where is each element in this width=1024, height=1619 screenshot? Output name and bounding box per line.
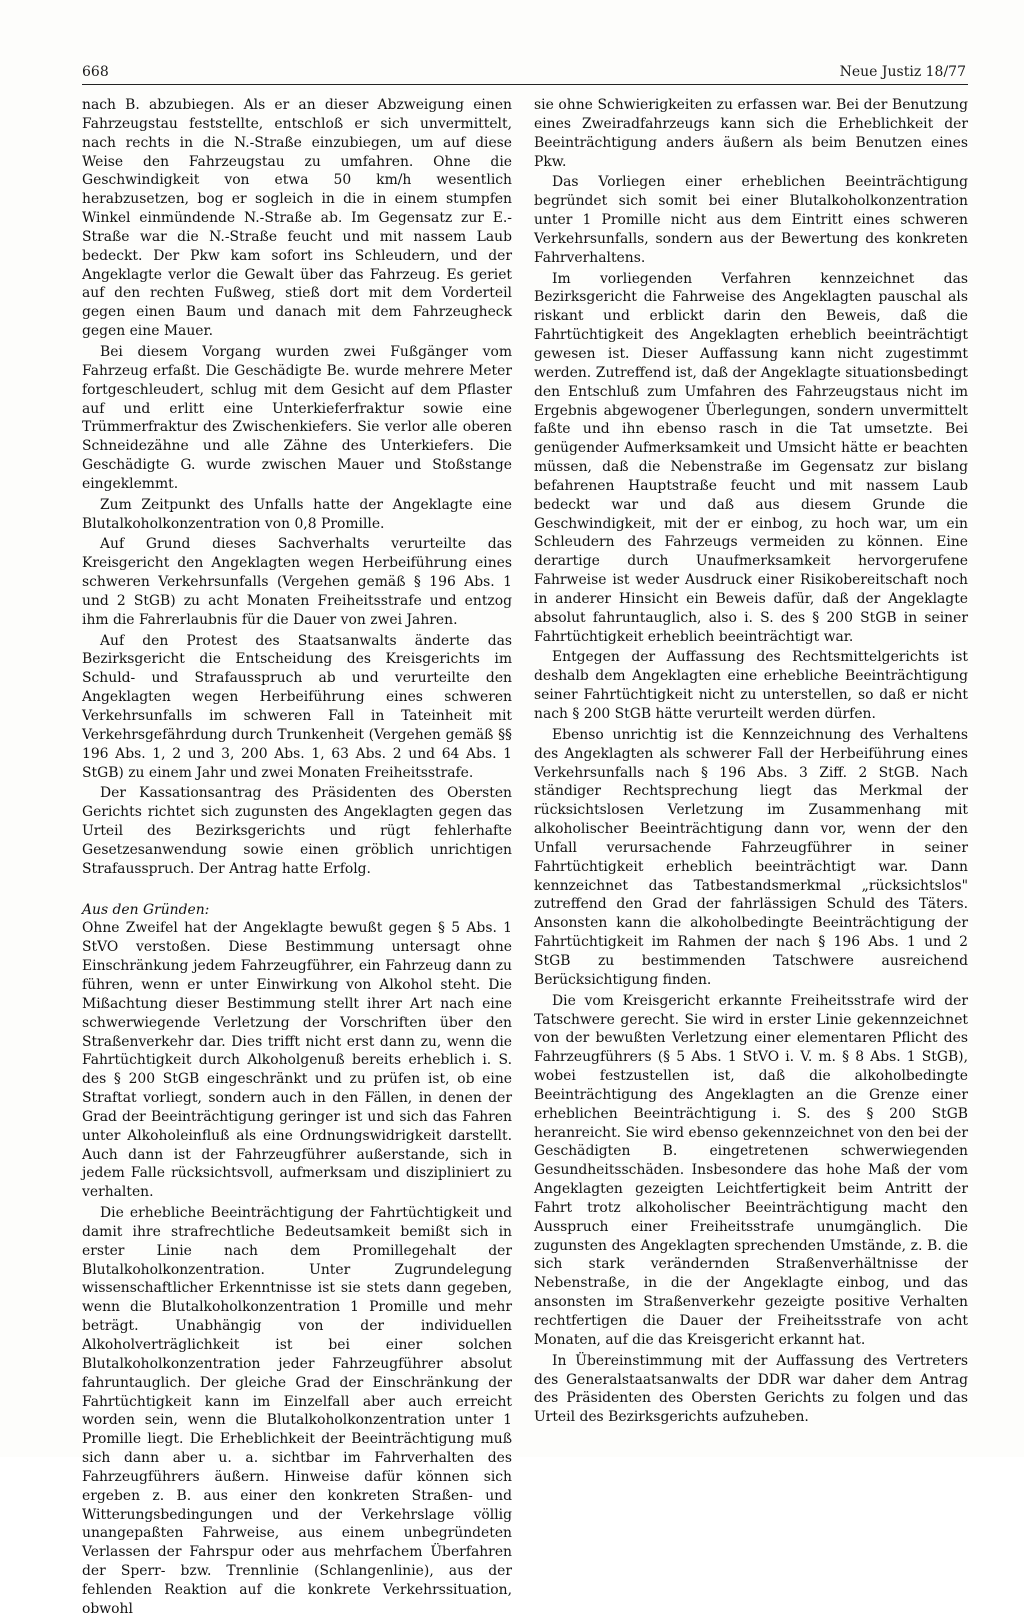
paragraph: Auf Grund dieses Sachverhalts verurteilte das Kreisgericht den Angeklagten wegen Herbeiführung eines schweren Verkehrsunfalls (Vergehen gemäß § 196 Abs. 1 und 2 StGB) zu acht Monaten Freiheitsstrafe und entzog ihm die Fahrerlaubnis für die Dauer von zwei Jahren. [82,536,512,628]
paragraph: Der Kassationsantrag des Präsidenten des Obersten Gerichts richtet sich zugunsten des Angeklagten gegen das Urteil des Bezirksgerichts und rügt fehlerhafte Gesetzesanwendung sowie einen gröblich unrichtigen Strafausspruch. Der Antrag hatte Erfolg. [82,785,512,877]
paragraph: Die erhebliche Beeinträchtigung der Fahrtüchtigkeit und damit ihre strafrechtliche Bedeutsamkeit bemißt sich in erster Linie nach dem Promillegehalt der Blutalkoholkonzentration. Unter Zugrundelegung wissenschaftlicher Erkenntnisse ist sie stets dann gegeben, wenn die Blutalkoholkonzentration 1 Promille und mehr beträgt. Unabhängig von der individuellen Alkoholverträglichkeit ist bei einer solchen Blutalkoholkonzentration jeder Fahrzeugführer absolut fahruntauglich. Der gleiche Grad der Einschränkung der Fahrtüchtigkeit kann im Einzelfall aber auch erreicht worden sein, wenn die Blutalkoholkonzentration unter 1 Promille liegt. Die Erheblichkeit der Beeinträchtigung muß sich dann aber u. a. sichtbar im Fahrverhalten des Fahrzeugführers äußern. Hinweise dafür können sich ergeben z. B. aus einer den konkreten Straßen- und Witterungsbedingungen und der Verkehrslage völlig unangepaßten Fahrweise, aus einem unbegründeten Verlassen der Fahrspur oder aus mehrfachem Überfahren der Sperr- bzw. Trennlinie (Schlangenlinie), aus der fehlenden Reaktion auf die konkrete Verkehrssituation, obwohl [82,1205,512,1617]
paragraph: Die vom Kreisgericht erkannte Freiheitsstrafe wird der Tatschwere gerecht. Sie wird in erster Linie gekennzeichnet von der bewußten Verletzung einer elementaren Pflicht des Fahrzeugführers (§ 5 Abs. 1 StVO i. V. m. § 8 Abs. 1 StGB), wobei festzustellen ist, daß die alkoholbedingte Beeinträchtigung des Angeklagten an die Grenze einer erheblichen Beeinträchtigung i. S. des § 200 StGB heranreicht. Sie wird ebenso gekennzeichnet von den bei der Geschädigten B. eingetretenen schwerwiegenden Gesundheitsschäden. Insbesondere das hohe Maß der vom Angeklagten gezeigten Leichtfertigkeit beim Antritt der Fahrt trotz alkoholischer Beeinträchtigung macht den Ausspruch einer Freiheitsstrafe unumgänglich. Die zugunsten des Angeklagten sprechenden Umstände, z. B. die sich stark verändernden Straßenverhältnisse der Nebenstraße, in die der Angeklagte einbog, und das ansonsten im Straßenverkehr gezeigte positive Verhalten rechtfertigen die Dauer der Freiheitsstrafe von acht Monaten, auf die das Kreisgericht erkannt hat. [534,992,968,1348]
paragraph: Zum Zeitpunkt des Unfalls hatte der Angeklagte eine Blutalkoholkonzentration von 0,8 Promille. [82,496,512,532]
right-column [534,96,968,1427]
paragraph: Auf den Protest des Staatsanwalts änderte das Bezirksgericht die Entscheidung des Kreisgerichts im Schuld- und Strafausspruch ab und verurteilte den Angeklagten wegen Herbeiführung eines schweren Verkehrsunfalls im schweren Fall in Tateinheit mit Verkehrsgefährdung durch Trunkenheit (Vergehen gemäß §§ 196 Abs. 1, 2 und 3, 200 Abs. 1, 63 Abs. 2 und 64 Abs. 1 StGB) zu einem Jahr und zwei Monaten Freiheitsstrafe. [82,632,512,781]
paragraph: Entgegen der Auffassung des Rechtsmittelgerichts ist deshalb dem Angeklagten eine erhebliche Beeinträchtigung seiner Fahrtüchtigkeit nicht zu unterstellen, so daß er nicht nach § 200 StGB hätte verurteilt werden dürfen. [534,649,968,722]
section-heading: Aus den Gründen: [82,901,210,918]
paragraph: In Übereinstimmung mit der Auffassung des Vertreters des Generalstaatsanwalts der DDR war daher dem Antrag des Präsidenten des Obersten Gerichts zu folgen und das Urteil des Bezirksgerichts aufzuheben. [534,1352,968,1426]
paragraph: Bei diesem Vorgang wurden zwei Fußgänger vom Fahrzeug erfaßt. Die Geschädigte Be. wurde mehrere Meter fortgeschleudert, schlug mit dem Gesicht auf dem Pflaster auf und erlitt eine Unterkieferfraktur sowie eine Trümmerfraktur des Zwischenkiefers. Sie verlor alle oberen Schneidezähne und alle Zähne des Unterkiefers. Die Geschädigte G. wurde zwischen Mauer und Stoßstange eingeklemmt. [82,343,512,492]
paragraph: Ohne Zweifel hat der Angeklagte bewußt gegen § 5 Abs. 1 StVO verstoßen. Diese Bestimmung untersagt ohne Einschränkung jedem Fahrzeugführer, ein Fahrzeug dann zu führen, wenn er unter Einwirkung von Alkohol steht. Die Mißachtung dieser Bestimmung stellt ihrer Art nach eine schwerwiegende Verletzung der Vorschriften über den Straßenverkehr dar. Dies trifft nicht erst dann zu, wenn die Fahrtüchtigkeit durch Alkoholgenuß bereits erheblich i. S. des § 200 StGB eingeschränkt und zu prüfen ist, ob eine Straftat vorliegt, sondern auch in den Fällen, in denen der Grad der Beeinträchtigung geringer ist und sich das Fahren unter Alkoholeinfluß als eine Ordnungswidrigkeit darstellt. Auch dann ist der Fahrzeugführer außerstande, sich in jedem Falle rücksichtsvoll, aufmerksam und diszipliniert zu verhalten. [82,920,512,1201]
left-column [82,96,512,1619]
page-number: 668 [82,64,109,80]
journal-issue: Neue Justiz 18/77 [839,64,966,80]
paragraph: nach B. abzubiegen. Als er an dieser Abzweigung einen Fahrzeugstau feststellte, entschloß er sich unvermittelt, nach rechts in die N.-Straße einzubiegen, um auf diese Weise den Fahrzeugstau zu umfahren. Ohne die Geschwindigkeit von etwa 50 km/h wesentlich herabzusetzen, bog er sogleich in die in einem stumpfen Winkel einmündende N.-Straße ab. Im Gegensatz zur E.-Straße war die N.-Straße feucht und mit nassem Laub bedeckt. Der Pkw kam sofort ins Schleudern, und der Angeklagte verlor die Gewalt über das Fahrzeug. Es geriet auf den rechten Fußweg, stieß dort mit dem Vorderteil gegen einen Baum und danach mit dem Fahrzeugheck gegen eine Mauer. [82,97,512,340]
header-rule [82,84,968,85]
paragraph: sie ohne Schwierigkeiten zu erfassen war. Bei der Benutzung eines Zweiradfahrzeugs kann sich die Erheblichkeit der Beeinträchtigung anders äußern als beim Benutzen eines Pkw. [534,97,968,170]
paragraph: Im vorliegenden Verfahren kennzeichnet das Bezirksgericht die Fahrweise des Angeklagten pauschal als riskant und erblickt darin den Beweis, daß die Fahrtüchtigkeit des Angeklagten erheblich beeinträchtigt gewesen ist. Dieser Auffassung kann nicht zugestimmt werden. Zutreffend ist, daß der Angeklagte situationsbedingt den Entschluß zum Umfahren des Fahrzeugstaus nicht im Ergebnis abgewogener Überlegungen, sondern unvermittelt faßte und ihn ebenso rasch in die Tat umsetzte. Bei genügender Aufmerksamkeit und Umsicht hätte er beachten müssen, daß die Nebenstraße im Gegensatz zur bislang befahrenen Hauptstraße feucht und mit nassem Laub bedeckt war und daß aus diesem Grunde die Geschwindigkeit, mit der er einbog, zu hoch war, um ein Schleudern des Fahrzeugs vermeiden zu können. Eine derartige durch Unaufmerksamkeit hervorgerufene Fahrweise ist weder Ausdruck einer Risikobereitschaft noch in anderer Hinsicht ein Beweis dafür, daß der Angeklagte absolut fahruntauglich, also i. S. des § 200 StGB in seiner Fahrtüchtigkeit erheblich beeinträchtigt war. [534,270,968,645]
paragraph: Ebenso unrichtig ist die Kennzeichnung des Verhaltens des Angeklagten als schwerer Fall der Herbeiführung eines Verkehrsunfalls nach § 196 Abs. 3 Ziff. 2 StGB. Nach ständiger Rechtsprechung liegt das Merkmal der rücksichtslosen Verletzung im Zusammenhang mit alkoholischer Beeinträchtigung dann vor, wenn der den Unfall verursachende Fahrzeugführer in seiner Fahrtüchtigkeit erheblich beeinträchtigt war. Dann kennzeichnet das Tatbestandsmerkmal „rücksichtslos" zutreffend den Grad der fahrlässigen Schuld des Täters. Ansonsten kann die alkoholbedingte Beeinträchtigung der Fahrtüchtigkeit im Rahmen der nach § 196 Abs. 1 und 2 StGB zu bestimmenden Tatschwere ausreichend Berücksichtigung finden. [534,726,968,988]
paragraph: Das Vorliegen einer erheblichen Beeinträchtigung begründet sich somit bei einer Blutalkoholkonzentration unter 1 Promille nicht aus dem Eintritt eines schweren Verkehrsunfalls, sondern aus der Bewertung des konkreten Fahrverhaltens. [534,174,968,266]
